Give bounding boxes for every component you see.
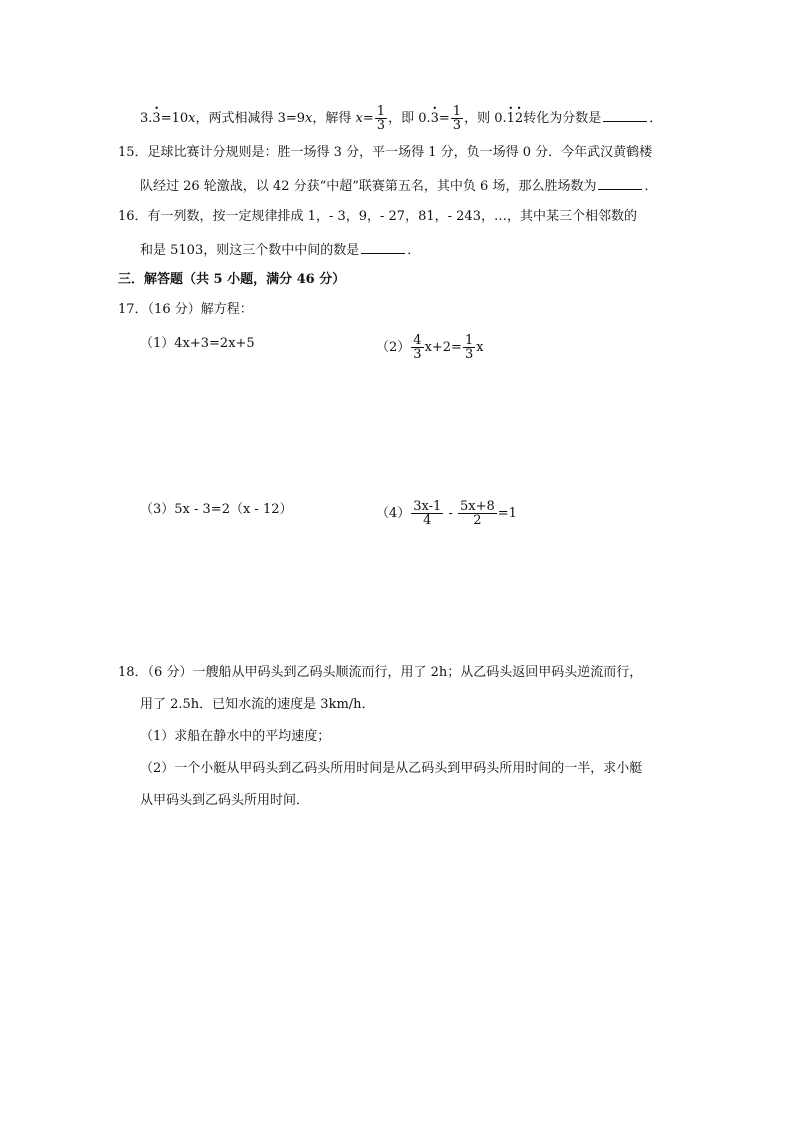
fraction-denominator: 3 [464,347,474,362]
fraction [458,500,497,527]
q14-tail-line [140,105,662,132]
eq-label: （2） [376,340,411,355]
q14-text: =10 [160,111,189,126]
fraction-denominator: 3 [413,347,422,362]
q14-text: = [438,111,450,126]
q17-eq4 [376,500,517,527]
fraction-denominator: 3 [452,118,462,133]
repeating-digit: • 2 [515,109,523,129]
repeating-digit: • 3 [431,109,439,129]
q14-text: = [362,111,374,126]
eq-label: （4） [376,506,411,521]
repeating-digit: • 3 [152,109,160,129]
fraction-denominator: 2 [473,513,482,528]
var-x: x [355,111,363,126]
q16-line2 [140,239,420,261]
answer-blank[interactable] [361,239,405,254]
q17-stem: 17．（16 分）解方程： [118,302,253,317]
q14-text: ． [649,111,663,126]
q18-line1: 18．（6 分）一艘船从甲码头到乙码头顺流而行，用了 2h；从乙码头返回甲码头逆流而行， [118,665,643,680]
q16-text: 和是 5103，则这三个数中中间的数是 [140,243,360,258]
fraction-numerator: 1 [452,104,462,119]
q15-line2 [140,175,657,197]
q18-sub1: （1）求船在静水中的平均速度； [140,729,331,744]
fraction-denominator: 3 [376,118,386,133]
eq-text: x [476,340,484,355]
eq-text: x+2= [424,340,462,355]
fraction [411,334,423,361]
fraction-numerator: 3x-1 [413,499,442,514]
q16-text: ． [407,243,421,258]
var-x: x [305,111,313,126]
fraction-denominator: 4 [423,513,432,528]
fraction [451,105,463,132]
q18-sub2: （2）一个小艇从甲码头到乙码头所用时间是从乙码头到甲码头所用时间的一半，求小艇 [140,761,643,776]
q17-eq3: （3）5x - 3=2（x - 12） [140,502,293,517]
repeating-digit: • 1 [507,109,515,129]
q18-line2: 用了 2.5h．已知水流的速度是 3km/h． [140,697,375,712]
q14-text: ，即 0. [388,111,431,126]
eq-text: - [444,506,457,521]
q15-line1: 15．足球比赛计分规则是：胜一场得 3 分，平一场得 1 分，负一场得 0 分．今年武汉黄鹤楼 [118,145,653,160]
q14-text: 3. [140,111,153,126]
q14-text: ，两式相减得 3=9 [195,111,306,126]
q15-text: 队经过 26 轮激战，以 42 分获“中超”联赛第五名，其中负 6 场，那么胜场数为 [140,179,597,194]
fraction [411,500,443,527]
eq-text: =1 [497,506,517,521]
fraction-numerator: 1 [376,104,386,119]
q14-text: ，则 0. [464,111,507,126]
var-x: x [188,111,196,126]
q17-eq1: （1）4x+3=2x+5 [140,336,255,351]
answer-blank[interactable] [598,175,642,190]
fraction [375,105,387,132]
q14-text: 转化为分数是 [523,111,602,126]
q16-line1: 16．有一列数，按一定规律排成 1，- 3，9，- 27，81，- 243，…，其中某三个相邻数的 [118,209,637,224]
answer-blank[interactable] [603,107,647,122]
q14-text: ，解得 [312,111,356,126]
fraction-numerator: 5x+8 [460,499,495,514]
q18-sub2-cont: 从甲码头到乙码头所用时间． [140,793,310,808]
q15-text: ． [644,179,658,194]
fraction-numerator: 1 [464,333,474,348]
fraction-numerator: 4 [413,333,422,348]
section-title: 三．解答题（共 5 小题，满分 46 分） [118,272,346,287]
fraction [463,334,475,361]
q17-eq2 [376,334,484,361]
